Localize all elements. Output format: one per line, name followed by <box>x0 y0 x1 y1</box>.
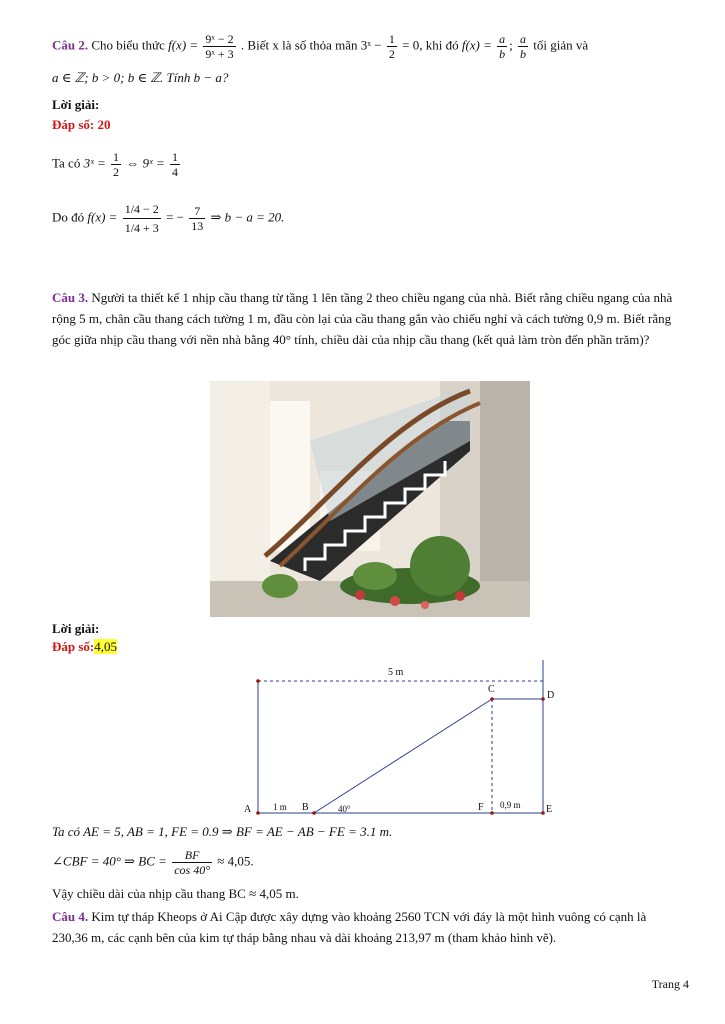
q2-ab-den-2: b <box>520 47 527 61</box>
label-b: B <box>302 802 309 813</box>
staircase-illustration <box>210 381 530 617</box>
label-5m: 5 m <box>388 667 404 678</box>
q2-half-fraction <box>387 32 397 61</box>
q4-label: Câu 4. <box>52 909 89 924</box>
q2-ta-co-f1d: 2 <box>113 165 120 179</box>
point-top-left <box>256 679 260 683</box>
q3-line1: Ta có AE = 5, AB = 1, FE = 0.9 ⇒ BF = AE − AB − FE = 3.1 m. <box>52 824 393 839</box>
q2-line2: a ∈ ℤ; b > 0; b ∈ ℤ. Tính b − a? <box>52 70 229 85</box>
point-a <box>256 811 260 815</box>
q2-answer: Đáp số: 20 <box>52 117 111 132</box>
q3-line2-post: ≈ 4,05. <box>217 853 254 869</box>
q2-ab-fraction <box>497 32 507 61</box>
label-angle: 40° <box>338 804 351 814</box>
point-c <box>490 697 494 701</box>
q3-answer-value: 4,05 <box>94 639 118 654</box>
q2-ta-co-frac1 <box>111 150 121 179</box>
q2-eq-neg: = − <box>166 209 184 225</box>
point-b <box>312 811 316 815</box>
q2-line1 <box>52 32 588 61</box>
q2-half-den: 2 <box>388 47 395 61</box>
q2-big-fraction <box>123 200 161 237</box>
q2-label: Câu 2. <box>52 37 89 53</box>
q2-ta-co-f1n: 1 <box>113 150 120 164</box>
label-e: E <box>546 804 553 815</box>
page-number: Trang 4 <box>651 977 689 991</box>
q2-do-do-fx: f(x) = <box>87 209 118 225</box>
q2-ab-num: a <box>499 32 506 46</box>
q2-ta-co-mid: ⇔ 9ˣ = <box>126 155 165 171</box>
q2-seven-thirteen <box>189 204 205 233</box>
q2-frac-num: 9ˣ − 2 <box>205 32 234 46</box>
q2-big-bot: 1/4 + 3 <box>124 221 159 235</box>
q2-frac-den: 9ˣ + 3 <box>205 47 234 61</box>
q3-cos40: cos 40° <box>174 863 210 877</box>
stair-bc-line <box>314 699 492 813</box>
q2-mid: . Biết x là số thỏa mãn 3ˣ − <box>240 37 382 53</box>
q3-answer-prefix: Đáp số: <box>52 639 95 654</box>
q2-seven: 7 <box>189 204 205 219</box>
staircase-photo <box>210 381 530 617</box>
q2-ta-co-label: Ta có <box>52 155 81 171</box>
point-e <box>541 811 545 815</box>
q2-main-fraction <box>203 32 235 61</box>
q2-fx2: f(x) = <box>461 37 492 53</box>
q3-line2-pre: ∠CBF = 40° ⇒ BC = <box>52 853 167 869</box>
q3-bf: BF <box>172 848 212 863</box>
label-c: C <box>488 684 495 695</box>
q2-ta-co-frac2 <box>170 150 180 179</box>
q2-eq-end: = 0, khi đó <box>402 37 459 53</box>
q2-result: ⇒ b − a = 20. <box>210 209 285 225</box>
q3-line2 <box>52 848 254 877</box>
q2-ab-num-2: a <box>520 32 527 46</box>
q3-answer <box>52 639 117 655</box>
q4-text: Kim tự tháp Kheops ở Ai Cập được xây dựng vào khoảng 2560 TCN với đáy là một hình vuông có cạnh là 230,36 m, các cạnh bên của kim tự tháp bằng nhau và dài khoảng 213,97 m (tham khảo hình vẽ). <box>52 909 647 945</box>
q2-ta-co-f2d: 4 <box>171 165 178 179</box>
q2-big-top: 1/4 − 2 <box>123 200 161 219</box>
point-f <box>490 811 494 815</box>
q3-text: Người ta thiết kế 1 nhịp cầu thang từ tầng 1 lên tầng 2 theo chiều ngang của nhà. Biết rằng chiều ngang của nhà rộng 5 m, chân cầu thang cách tường 1 m, đầu còn lại của cầu thang gắn vào chiếu nghỉ và cách tường 0,9 m. Biết rằng góc giữa nhịp cầu thang với nền nhà bằng 40° tính, chiều dài của nhịp cầu thang (kết quả làm tròn đến phần trăm)? <box>52 290 673 347</box>
stair-diagram <box>240 660 570 820</box>
q3-bc-fraction <box>172 848 212 877</box>
q2-solution-label: Lời giải: <box>52 97 100 112</box>
q2-thirteen: 13 <box>191 219 204 233</box>
q2-ab-den: b <box>499 47 506 61</box>
label-f: F <box>478 802 484 813</box>
q2-do-do <box>52 200 284 237</box>
q2-ta-co-expr: 3ˣ = <box>83 155 106 171</box>
q2-ta-co-f2n: 1 <box>171 150 178 164</box>
q3-line3: Vậy chiều dài của nhịp cầu thang BC ≈ 4,05 m. <box>52 886 299 901</box>
q4-paragraph <box>52 906 682 948</box>
q3-paragraph <box>52 287 682 350</box>
q3-label: Câu 3. <box>52 290 89 305</box>
q2-half-num: 1 <box>388 32 395 46</box>
q2-fx: f(x) = <box>168 37 199 53</box>
label-fe-length: 0,9 m <box>500 800 521 810</box>
q2-ta-co <box>52 150 182 179</box>
label-d: D <box>547 690 555 701</box>
q2-ab-fraction-2 <box>518 32 528 61</box>
label-ab-length: 1 m <box>273 802 287 812</box>
q2-do-do-label: Do đó <box>52 209 85 225</box>
label-a: A <box>244 804 252 815</box>
q3-solution-label: Lời giải: <box>52 621 100 636</box>
q2-sep: ; <box>509 37 513 53</box>
point-d <box>541 697 545 701</box>
q2-intro: Cho biểu thức <box>91 37 165 53</box>
q2-tail: tối giản và <box>533 37 589 53</box>
